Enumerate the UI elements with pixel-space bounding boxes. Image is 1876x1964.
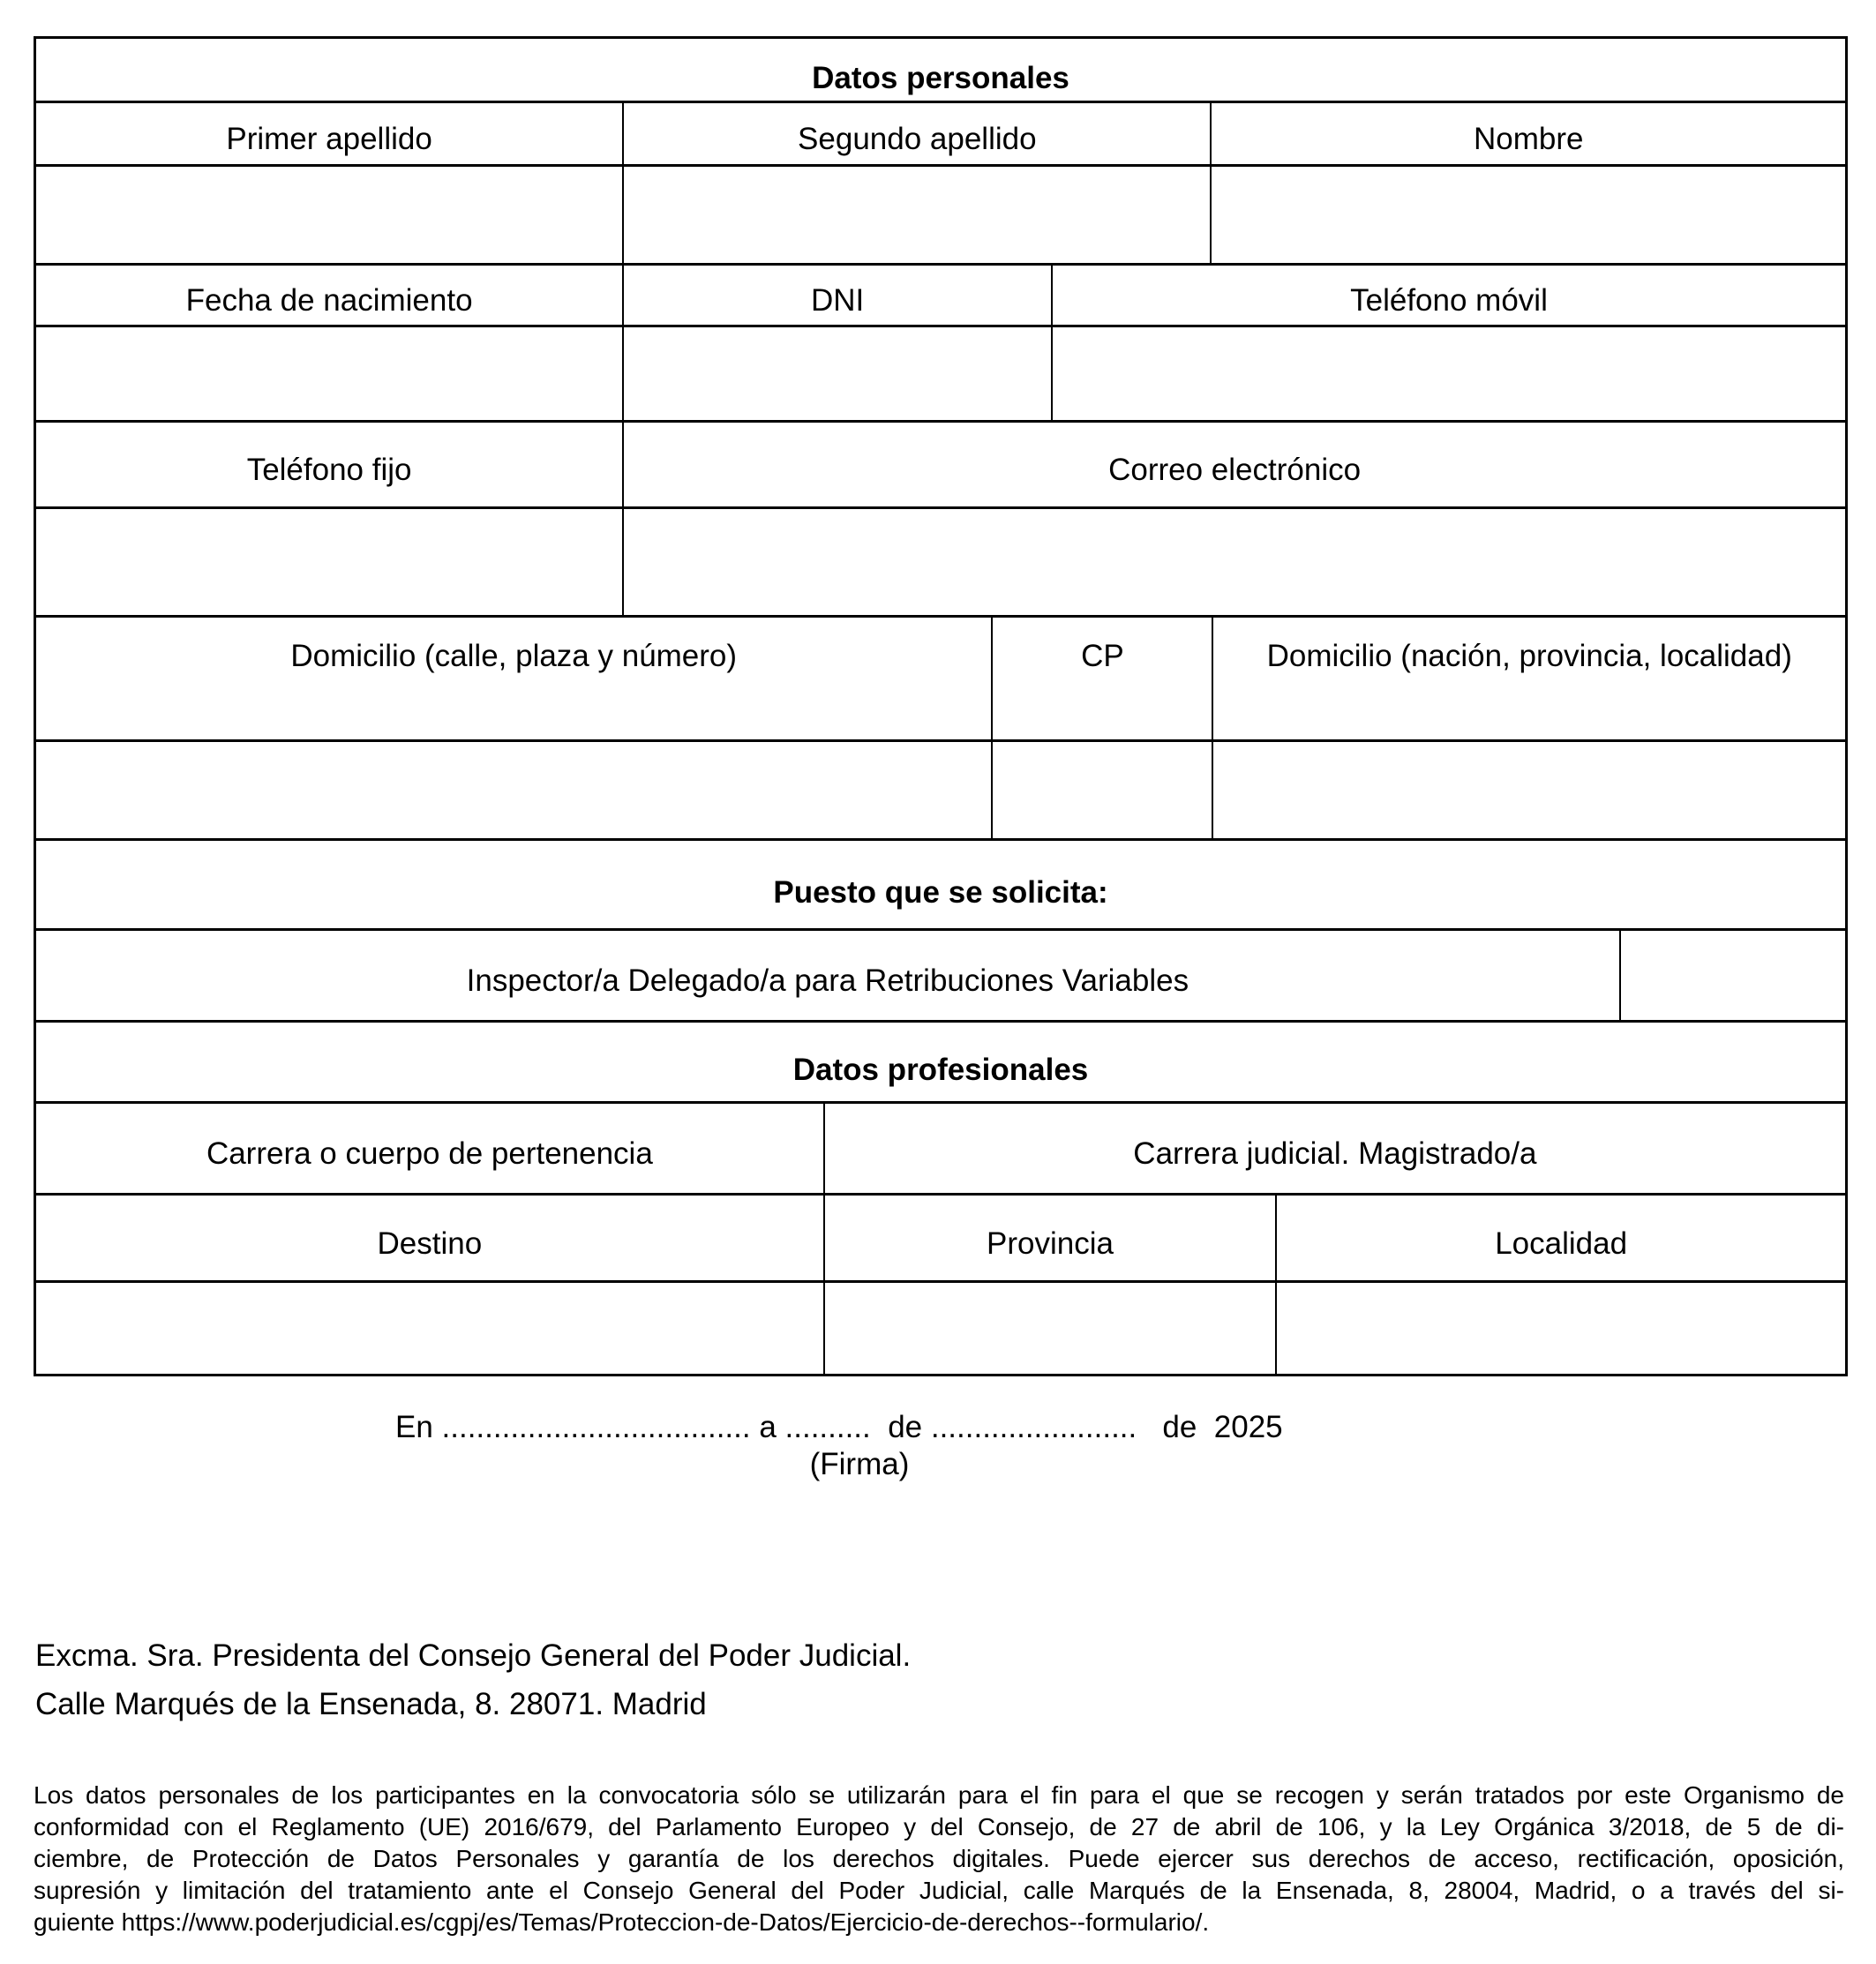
row-domicilio-labels (36, 615, 1845, 739)
row-datos-profesionales-header (36, 1020, 1845, 1101)
input-nombre[interactable] (1210, 167, 1845, 263)
label-destino: Destino (377, 1226, 483, 1261)
label-domicilio-nacion: Domicilio (nación, provincia, localidad) (1212, 618, 1845, 739)
row-destino-labels (36, 1193, 1845, 1280)
input-dni[interactable] (622, 327, 1051, 420)
row-apellidos-labels (36, 101, 1845, 164)
input-destino[interactable] (36, 1283, 823, 1374)
row-fecha-dni-movil-labels (36, 263, 1845, 325)
label-cp: CP (991, 618, 1212, 739)
input-localidad[interactable] (1275, 1283, 1845, 1374)
application-form-table (34, 36, 1848, 1376)
label-segundo-apellido: Segundo apellido (622, 103, 1210, 164)
date-line: En .................................... a .......... de ........................ de 2025 (395, 1410, 1283, 1444)
label-domicilio-calle: Domicilio (calle, plaza y número) (290, 639, 738, 673)
label-carrera-cuerpo: Carrera o cuerpo de pertenencia (206, 1136, 653, 1172)
privacy-line-4: supresión y limitación del tratamiento ante el Consejo General del Poder Judicial, calle Marqués de la Ensenada, 8, 28004, Madrid, o a través del si- (34, 1877, 1844, 1904)
privacy-notice (34, 1780, 1844, 1938)
label-localidad: Localidad (1275, 1196, 1845, 1280)
input-segundo-apellido[interactable] (622, 167, 1210, 263)
row-carrera-labels (36, 1101, 1845, 1193)
puesto-mark-cell[interactable] (1619, 931, 1845, 1020)
privacy-line-5: guiente https://www.poderjudicial.es/cgpj/es/Temas/Proteccion-de-Datos/Ejercicio-de-derechos--formulario/. (34, 1908, 1210, 1936)
row-telefono-correo-inputs (36, 506, 1845, 615)
input-cp[interactable] (991, 742, 1212, 838)
row-telefono-correo-labels (36, 420, 1845, 506)
input-correo-electronico[interactable] (622, 509, 1845, 615)
row-domicilio-inputs (36, 739, 1845, 838)
label-telefono-movil: Teléfono móvil (1051, 266, 1845, 325)
label-correo-electronico: Correo electrónico (622, 423, 1845, 506)
input-fecha-nacimiento[interactable] (36, 327, 622, 420)
label-primer-apellido: Primer apellido (226, 122, 432, 157)
row-apellidos-inputs (36, 164, 1845, 263)
row-fecha-dni-movil-inputs (36, 325, 1845, 420)
row-puesto-header (36, 838, 1845, 928)
row-datos-personales-header (36, 39, 1845, 101)
input-domicilio-nacion[interactable] (1212, 742, 1845, 838)
privacy-line-3: ciembre, de Protección de Datos Personales y garantía de los derechos digitales. Puede ejercer sus derechos de acceso, rectificación, oposición, (34, 1845, 1844, 1872)
row-destino-inputs (36, 1280, 1845, 1374)
label-telefono-fijo: Teléfono fijo (246, 453, 412, 488)
input-domicilio-calle[interactable] (36, 742, 991, 838)
label-fecha-nacimiento: Fecha de nacimiento (185, 283, 473, 319)
label-dni: DNI (622, 266, 1051, 325)
section-header-datos-profesionales: Datos profesionales (792, 1053, 1089, 1088)
row-puesto-value (36, 928, 1845, 1020)
label-carrera-judicial: Carrera judicial. Magistrado/a (823, 1104, 1845, 1193)
label-nombre: Nombre (1210, 103, 1845, 164)
firma-label: (Firma) (809, 1447, 910, 1481)
privacy-line-2: conformidad con el Reglamento (UE) 2016/679, del Parlamento Europeo y del Consejo, de 27 de abril de 106, y la Ley Orgánica 3/2018, de 5 de di- (34, 1813, 1844, 1840)
section-header-puesto: Puesto que se solicita: (773, 875, 1108, 911)
addressee-address: Calle Marqués de la Ensenada, 8. 28071. Madrid (35, 1687, 707, 1721)
input-telefono-fijo[interactable] (36, 509, 622, 615)
addressee-title: Excma. Sra. Presidenta del Consejo General del Poder Judicial. (35, 1638, 912, 1673)
puesto-value: Inspector/a Delegado/a para Retribuciones Variables (466, 963, 1189, 999)
privacy-line-1: Los datos personales de los participantes en la convocatoria sólo se utilizarán para el fin para el que se recogen y serán tratados por este Organismo de (34, 1781, 1844, 1809)
label-provincia: Provincia (823, 1196, 1276, 1280)
input-provincia[interactable] (823, 1283, 1276, 1374)
section-header-datos-personales: Datos personales (812, 60, 1069, 95)
input-primer-apellido[interactable] (36, 167, 622, 263)
input-telefono-movil[interactable] (1051, 327, 1845, 420)
